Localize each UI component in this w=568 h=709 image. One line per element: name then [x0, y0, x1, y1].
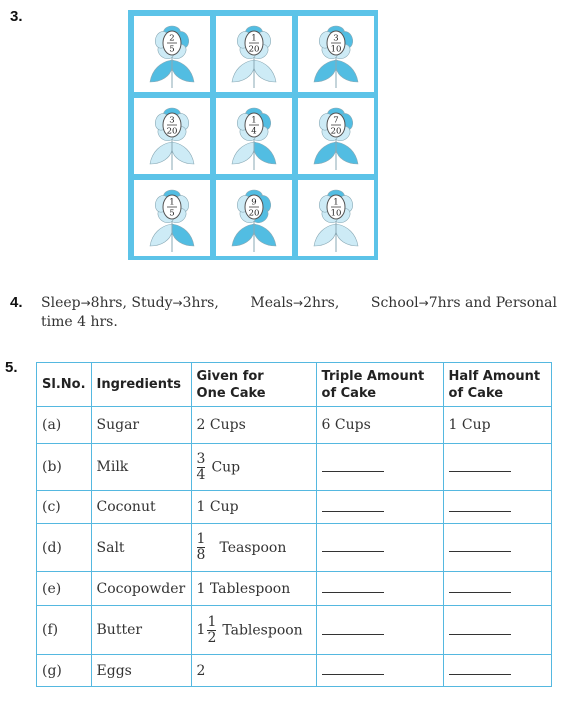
mixed-number: 1 $\frac{1}{2}$	[196, 613, 217, 646]
sl-cell: (c)	[37, 491, 92, 524]
ingredient-cell: Milk	[91, 444, 191, 491]
fraction-denominator: 5	[169, 44, 175, 55]
sl-cell: (b)	[37, 444, 92, 491]
given-cell: 1 $\frac{1}{2}$ Tablespoon	[191, 606, 316, 655]
flower-cell	[134, 98, 210, 174]
triple-blank	[316, 491, 443, 524]
header-sl-no: Sl.No.	[37, 363, 92, 407]
half-blank	[443, 491, 551, 524]
table-row	[37, 572, 552, 606]
given-cell: $\frac{1}{8}$ Teaspoon	[191, 524, 316, 572]
triple-blank	[316, 524, 443, 572]
fraction-denominator: 20	[248, 208, 260, 219]
triple-blank	[316, 655, 443, 687]
fraction-numerator: 3	[333, 33, 339, 44]
fraction-numerator: 1	[333, 197, 339, 208]
table-row	[37, 444, 552, 491]
fraction-denominator: 4	[251, 126, 257, 137]
fraction-denominator: 20	[248, 44, 260, 55]
sl-cell: (a)	[37, 407, 92, 444]
half-blank	[443, 606, 551, 655]
header-triple: Triple Amount of Cake	[316, 363, 443, 407]
triple-blank	[316, 572, 443, 606]
recipe-table	[36, 362, 552, 687]
given-cell: $\frac{3}{4}$ Cup	[191, 444, 316, 491]
fraction-denominator: 10	[330, 208, 342, 219]
flower-icon	[216, 180, 292, 256]
triple-blank	[316, 606, 443, 655]
fraction-numerator: 2	[169, 33, 175, 44]
flower-icon	[134, 180, 210, 256]
half-blank	[443, 572, 551, 606]
question-4-line-2: time 4 hrs.	[41, 314, 118, 330]
question-4-text	[41, 294, 557, 332]
half-cell: 1 Cup	[443, 407, 551, 444]
table-row	[37, 606, 552, 655]
flower-icon	[298, 98, 374, 174]
table-header-row	[37, 363, 552, 407]
half-blank	[443, 444, 551, 491]
fraction-numerator: 1	[251, 33, 257, 44]
question-3-number: 3.	[10, 8, 23, 25]
flower-icon	[134, 16, 210, 92]
ingredient-cell: Salt	[91, 524, 191, 572]
table-row	[37, 407, 552, 444]
sl-cell: (f)	[37, 606, 92, 655]
sl-cell: (d)	[37, 524, 92, 572]
flower-grid	[128, 10, 378, 260]
triple-blank	[316, 444, 443, 491]
half-blank	[443, 524, 551, 572]
fraction-numerator: 3	[169, 115, 175, 126]
question-5-number: 5.	[5, 359, 18, 376]
fraction: $\frac{3}{4}$	[196, 450, 206, 483]
ingredient-cell: Butter	[91, 606, 191, 655]
question-4-line-1: Sleep→8hrs, Study→3hrs, Meals→2hrs, School→7hrs and Personal	[41, 295, 557, 311]
given-cell: 1 Cup	[191, 491, 316, 524]
fraction-numerator: 7	[333, 115, 339, 126]
half-blank	[443, 655, 551, 687]
flower-cell	[298, 98, 374, 174]
question-4-number: 4.	[10, 294, 23, 311]
flower-icon	[216, 16, 292, 92]
flower-icon	[298, 180, 374, 256]
fraction-denominator: 5	[169, 208, 175, 219]
table-row	[37, 491, 552, 524]
flower-icon	[134, 98, 210, 174]
fraction-numerator: 9	[251, 197, 257, 208]
flower-icon	[298, 16, 374, 92]
flower-icon	[216, 98, 292, 174]
ingredient-cell: Eggs	[91, 655, 191, 687]
ingredient-cell: Coconut	[91, 491, 191, 524]
given-cell: 2 Cups	[191, 407, 316, 444]
fraction-denominator: 20	[330, 126, 342, 137]
ingredient-cell: Cocopowder	[91, 572, 191, 606]
header-ingredients: Ingredients	[91, 363, 191, 407]
flower-cell	[298, 180, 374, 256]
given-cell: 1 Tablespoon	[191, 572, 316, 606]
table-row	[37, 655, 552, 687]
triple-cell: 6 Cups	[316, 407, 443, 444]
fraction-denominator: 10	[330, 44, 342, 55]
flower-cell	[134, 180, 210, 256]
fraction-numerator: 1	[251, 115, 257, 126]
given-cell: 2	[191, 655, 316, 687]
header-given: Given for One Cake	[191, 363, 316, 407]
fraction-numerator: 1	[169, 197, 175, 208]
fraction: $\frac{1}{8}$	[196, 531, 206, 563]
table-row	[37, 524, 552, 572]
flower-cell	[298, 16, 374, 92]
ingredient-cell: Sugar	[91, 407, 191, 444]
sl-cell: (g)	[37, 655, 92, 687]
fraction-denominator: 20	[166, 126, 178, 137]
flower-cell	[134, 16, 210, 92]
flower-cell	[216, 180, 292, 256]
header-half: Half Amount of Cake	[443, 363, 551, 407]
flower-cell	[216, 98, 292, 174]
flower-cell	[216, 16, 292, 92]
sl-cell: (e)	[37, 572, 92, 606]
